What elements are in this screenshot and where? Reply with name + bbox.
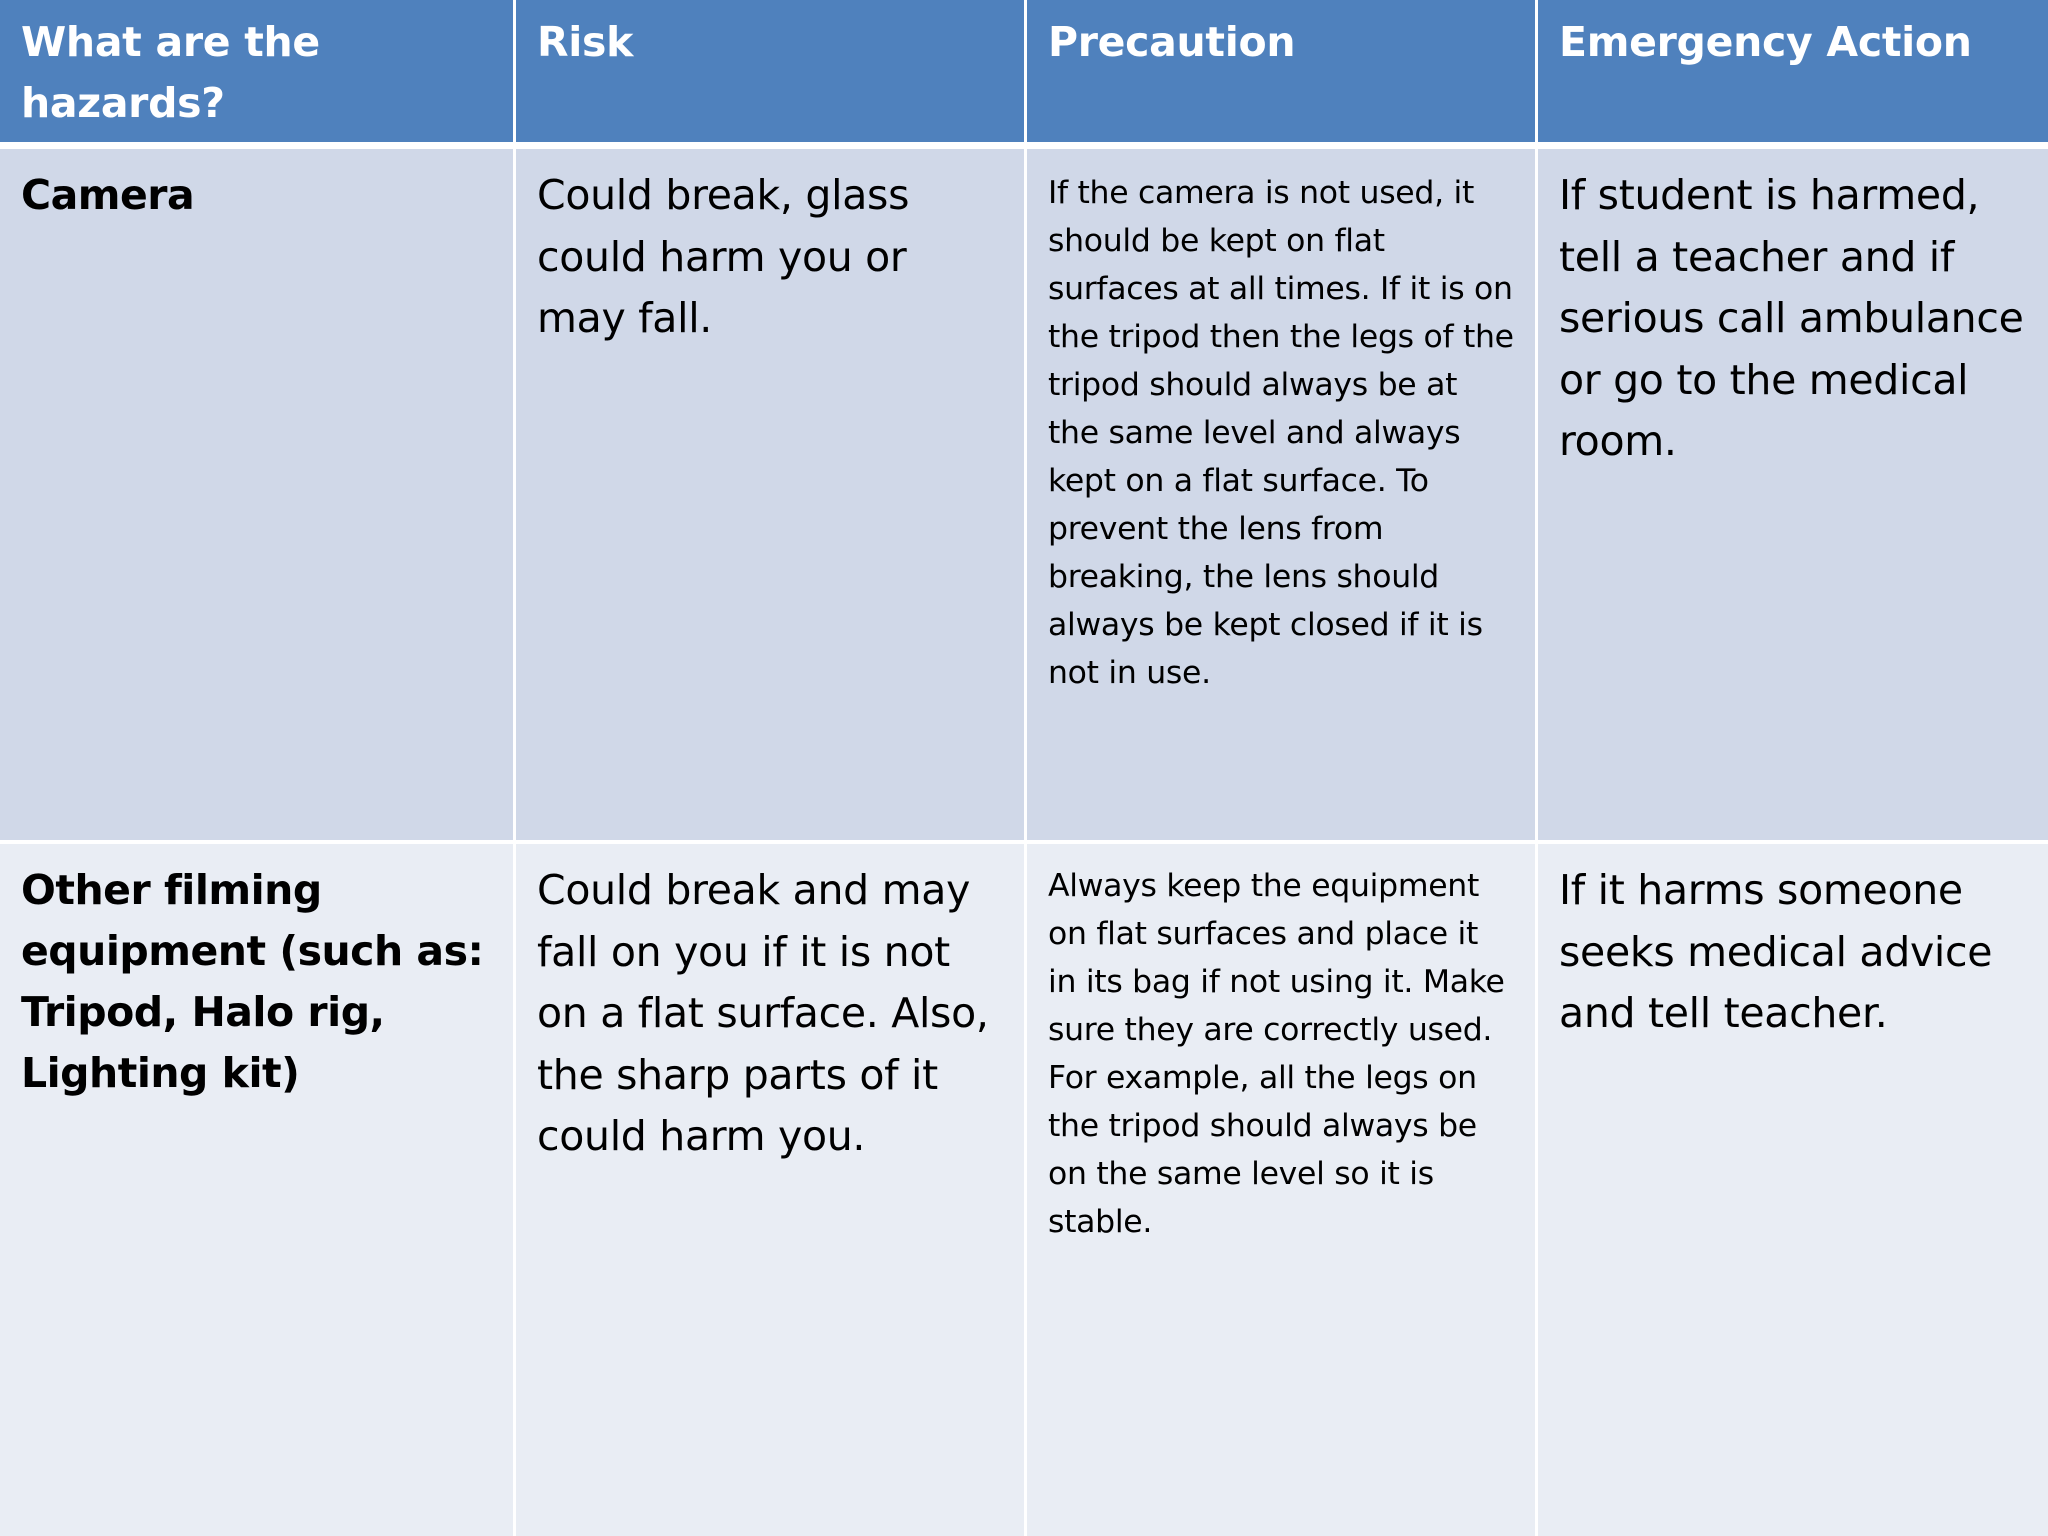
row-2-risk: Could break and may fall on you if it is not on a flat surface. Also, the sharp parts of it could harm you.: [513, 844, 1024, 1536]
header-hazards: What are the hazards?: [0, 0, 513, 142]
row-2-precaution: Always keep the equipment on flat surfaces and place it in its bag if not using it. Make sure they are correctly used. For example, all the legs on the tripod should always be on the same level so it is stable.: [1024, 844, 1535, 1536]
header-emergency-action: Emergency Action: [1535, 0, 2048, 142]
row-2-emergency-action: If it harms someone seeks medical advice and tell teacher.: [1535, 844, 2048, 1536]
header-risk: Risk: [513, 0, 1024, 142]
row-1-hazard: Camera: [0, 149, 513, 840]
row-2-hazard: Other filming equipment (such as: Tripod, Halo rig, Lighting kit): [0, 844, 513, 1536]
header-precaution: Precaution: [1024, 0, 1535, 142]
header-divider: [0, 142, 2048, 149]
row-1-emergency-action: If student is harmed, tell a teacher and if serious call ambulance or go to the medical room.: [1535, 149, 2048, 840]
row-1-risk: Could break, glass could harm you or may fall.: [513, 149, 1024, 840]
row-1-precaution: If the camera is not used, it should be kept on flat surfaces at all times. If it is on the tripod then the legs of the tripod should always be at the same level and always kept on a flat surface. To prevent the lens from breaking, the lens should always be kept closed if it is not in use.: [1024, 149, 1535, 840]
